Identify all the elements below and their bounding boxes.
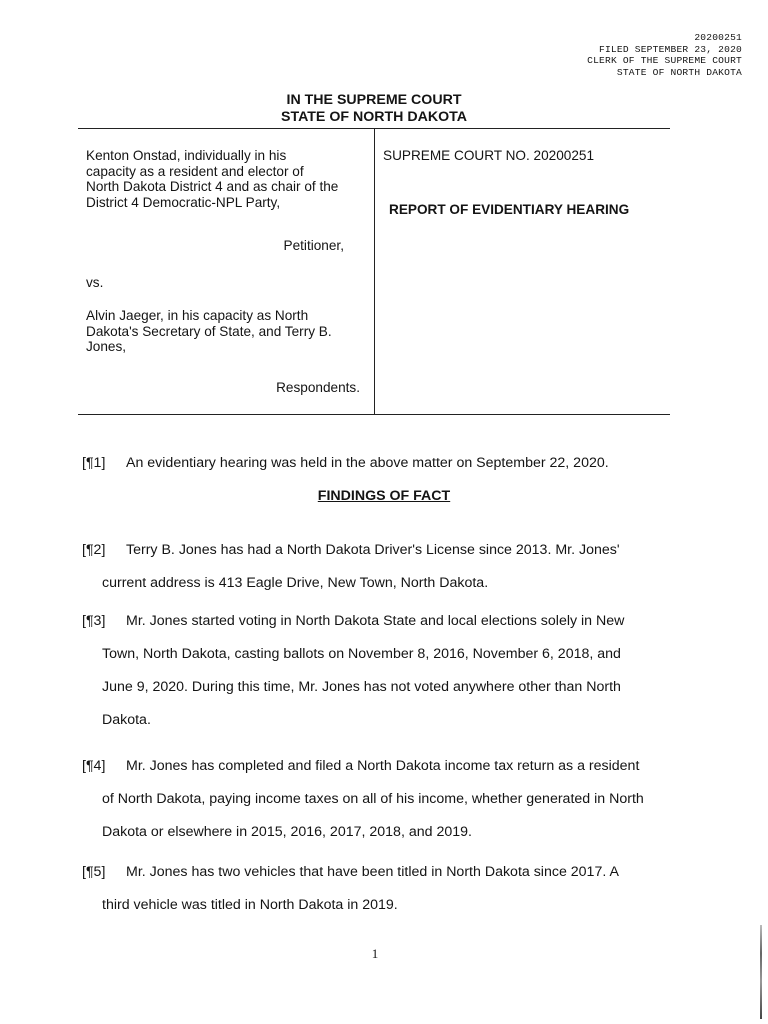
respondent-role: Respondents. [276,380,360,395]
paragraph-line: of North Dakota, paying income taxes on all of his income, whether generated in North [102,791,644,807]
paragraph-number: [¶3] [82,613,106,629]
paragraph-2 [82,534,678,600]
filing-state: STATE OF NORTH DAKOTA [616,66,742,78]
section-heading [0,488,768,504]
paragraph-5 [82,856,678,922]
paragraph-line: Town, North Dakota, casting ballots on November 8, 2016, November 6, 2018, and [102,646,621,662]
filing-number: 20200251 [694,32,742,43]
respondent-party [86,308,370,355]
paragraph-line: current address is 413 Eagle Drive, New Town, North Dakota. [102,575,489,591]
paragraph-line: Terry B. Jones has had a North Dakota Driver's License since 2013. Mr. Jones' [126,542,620,558]
court-title-line2: STATE OF NORTH DAKOTA [281,109,467,125]
paragraph-number: [¶5] [82,864,106,880]
paragraph-line: third vehicle was titled in North Dakota in 2019. [102,897,398,913]
paragraph-3 [82,605,678,737]
respondent-line: Jones, [86,339,127,354]
section-heading-text: FINDINGS OF FACT [317,488,451,504]
paragraph-line: Dakota or elsewhere in 2015, 2016, 2017, 2018, and 2019. [102,824,472,840]
filing-stamp [587,32,742,78]
versus-label: vs. [86,275,104,290]
caption-divider [374,128,375,415]
paragraph-line: Mr. Jones has completed and filed a North Dakota income tax return as a resident [126,758,640,774]
filing-date: FILED SEPTEMBER 23, 2020 [599,43,742,55]
paragraph-line: June 9, 2020. During this time, Mr. Jones has not voted anywhere other than North [102,679,621,695]
petitioner-line: capacity as a resident and elector of [86,163,304,179]
paragraph-number: [¶2] [82,542,106,558]
paragraph-line: Mr. Jones has two vehicles that have been titled in North Dakota since 2017. A [126,864,619,880]
petitioner-line: North Dakota District 4 and as chair of the [86,179,339,194]
document-title: REPORT OF EVIDENTIARY HEARING [389,202,630,217]
paragraph-line: An evidentiary hearing was held in the above matter on September 22, 2020. [126,455,609,471]
paragraph-number: [¶4] [82,758,106,774]
respondent-line: Dakota's Secretary of State, and Terry B. [86,323,332,339]
court-title-line1: IN THE SUPREME COURT [286,92,462,108]
scan-edge-mark [760,925,762,1019]
petitioner-party [86,148,370,210]
respondent-line: Alvin Jaeger, in his capacity as North [86,308,309,323]
paragraph-number: [¶1] [82,455,106,471]
paragraph-1 [82,447,678,480]
page-number: 1 [371,946,379,961]
case-number: SUPREME COURT NO. 20200251 [383,148,595,163]
caption-bottom-rule [78,414,670,415]
paragraph-line: Dakota. [102,712,151,728]
petitioner-line: Kenton Onstad, individually in his [86,148,287,163]
filing-clerk: CLERK OF THE SUPREME COURT [587,55,742,66]
paragraph-line: Mr. Jones started voting in North Dakota State and local elections solely in New [126,613,625,629]
paragraph-4 [82,750,678,849]
petitioner-line: District 4 Democratic-NPL Party, [86,194,281,210]
court-title [78,92,670,126]
petitioner-role: Petitioner, [283,238,344,253]
